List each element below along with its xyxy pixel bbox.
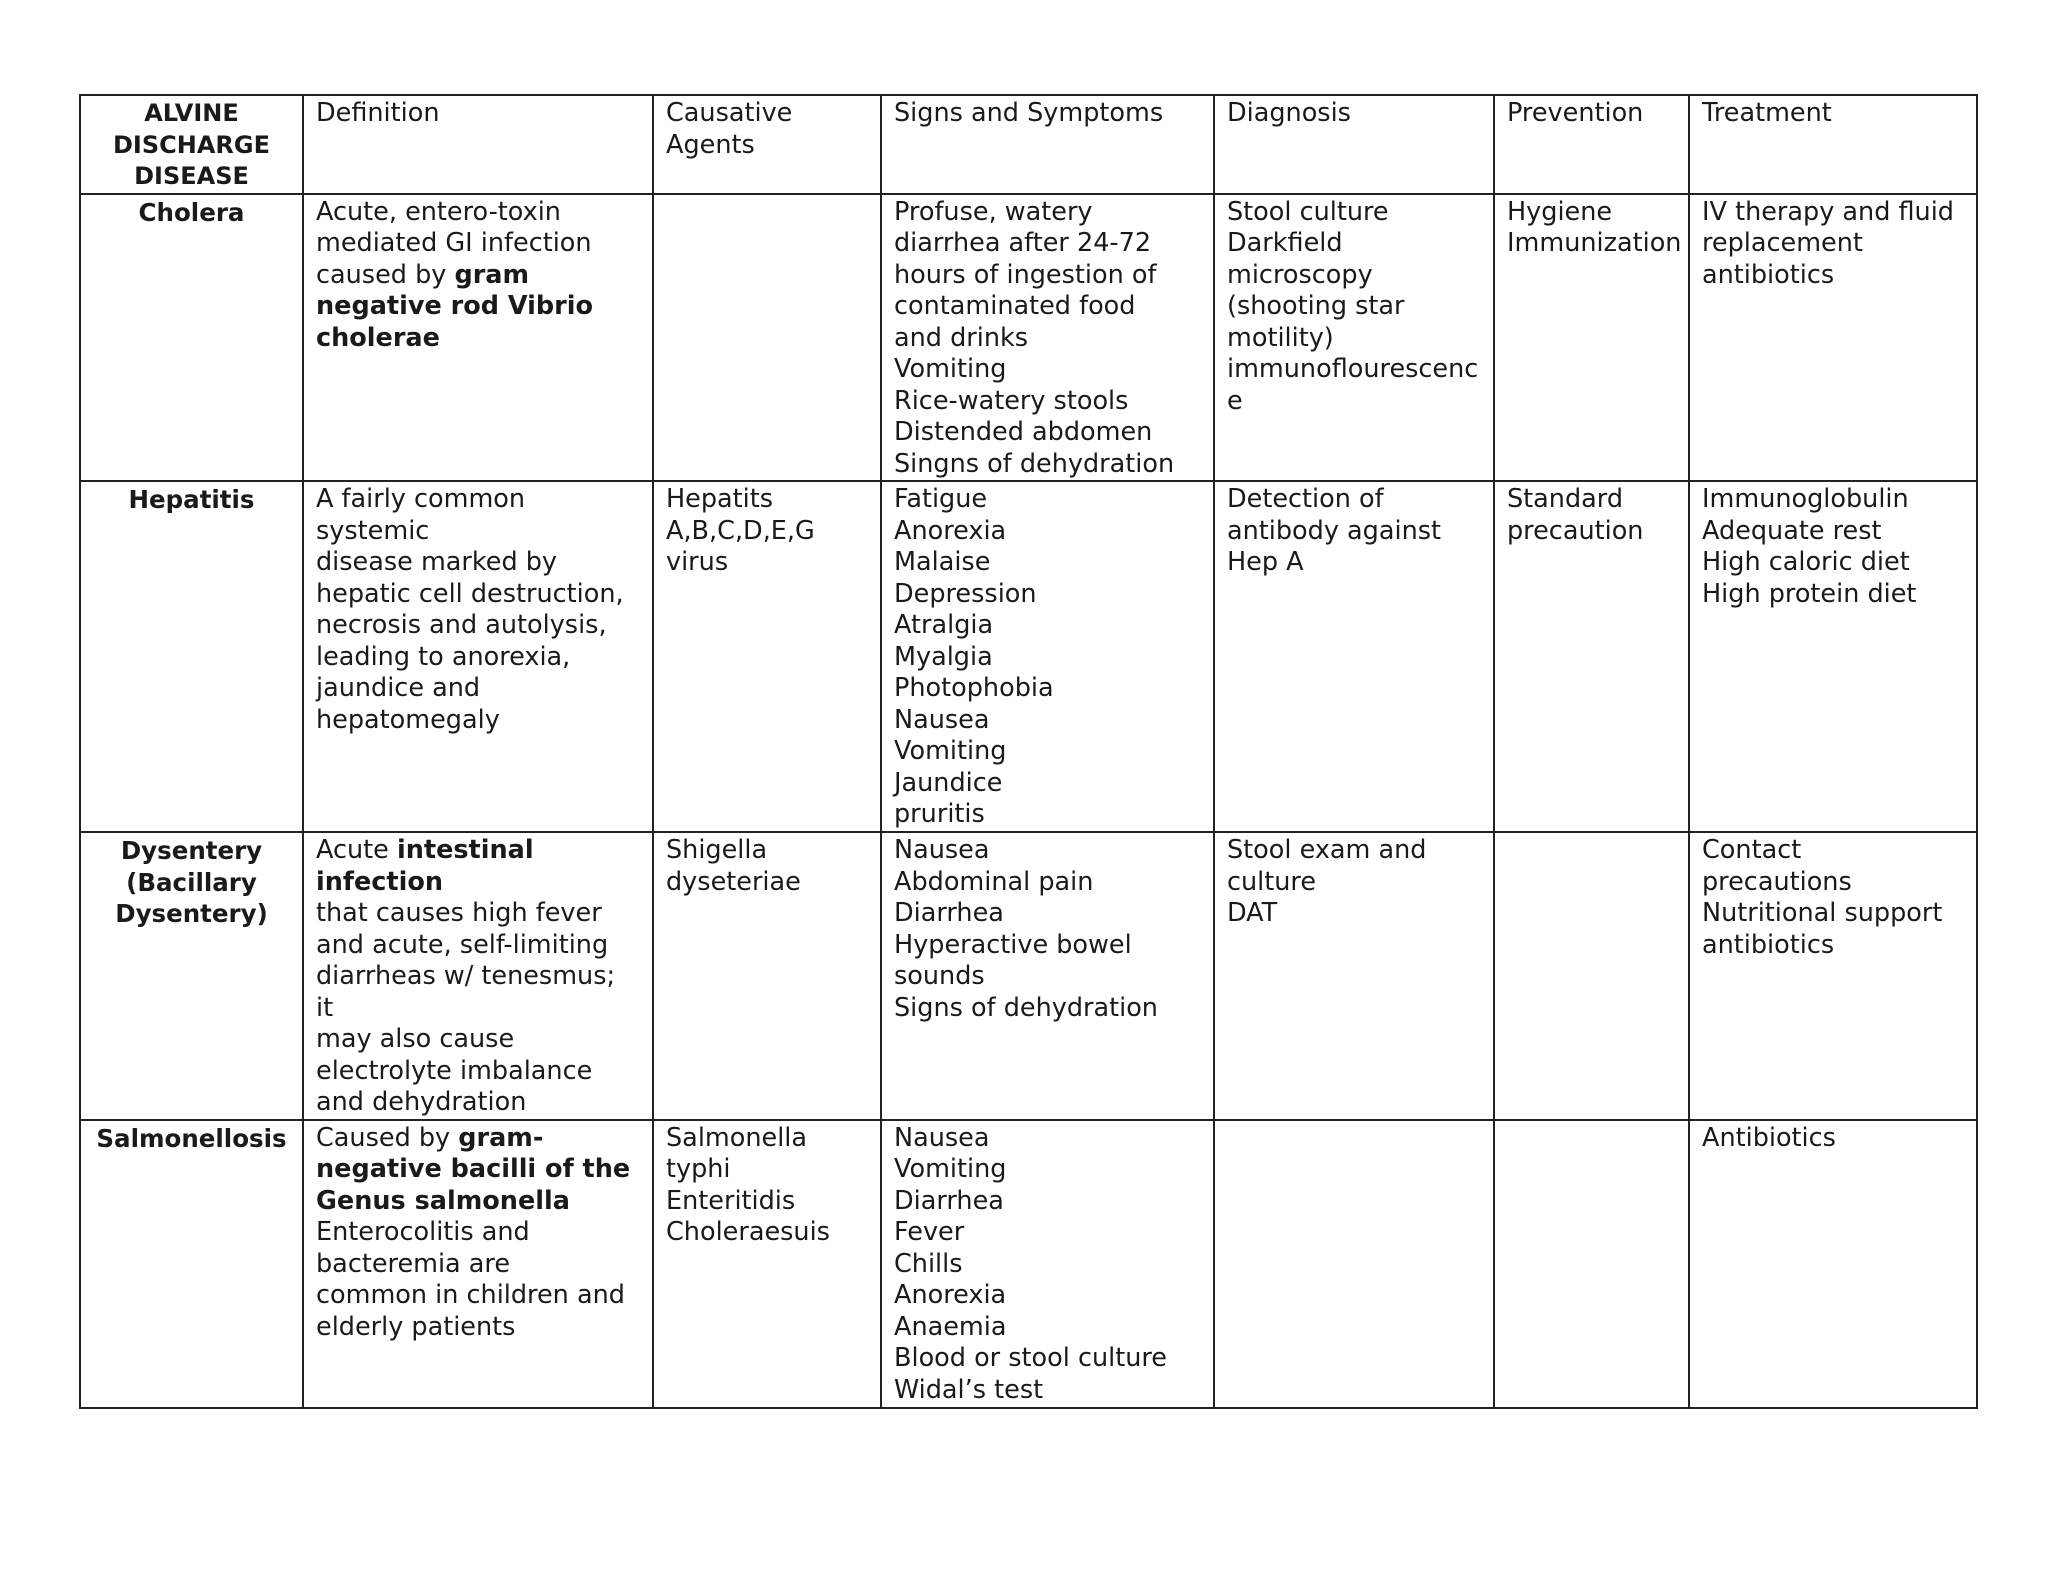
definition-line: hepatomegaly [316,704,500,735]
definition-line: common in children and [316,1280,625,1310]
treatment-line: Adequate rest [1702,515,1882,546]
definition-line [316,835,640,898]
diagnosis-line: Detection of [1227,484,1384,514]
treatment-line: antibiotics [1702,259,1835,290]
definition-line: mediated GI infection [316,228,592,258]
header-disease [80,95,303,194]
definition-line: bacteremia are [316,1248,511,1279]
signs-line: Fever [894,1217,965,1247]
header-causative-line: Causative [666,98,793,128]
diagnosis-line: Hep A [1227,547,1304,577]
diagnosis-line: microscopy [1227,259,1373,290]
disease-name-cell [80,481,303,832]
disease-name-cell [80,832,303,1120]
causative-line: Shigella [666,835,768,865]
prevention-line: precaution [1507,515,1644,546]
diagnosis-line: (shooting star [1227,291,1405,321]
definition-cell [303,1120,653,1408]
prevention-line: Hygiene [1507,196,1613,227]
signs-line: Hyperactive bowel [894,929,1132,960]
disease-name: Salmonellosis [96,1123,287,1153]
signs-line: sounds [894,961,985,991]
signs-line: Diarrhea [894,898,1004,928]
definition-bold-text: negative bacilli of the [316,1154,631,1184]
treatment-line: Nutritional support [1702,898,1943,928]
disease-name: Cholera [138,197,245,227]
causative-line: Salmonella [666,1122,807,1153]
diagnosis-line: DAT [1227,898,1278,928]
causative-line: dyseteriae [666,866,801,897]
signs-line: and drinks [894,322,1029,353]
definition-line: diarrheas w/ tenesmus; it [316,961,624,1023]
treatment-line: Contact [1702,835,1802,865]
header-prevention-label: Prevention [1507,98,1644,128]
signs-line: Atralgia [894,610,994,640]
diagnosis-cell [1214,1120,1494,1408]
signs-line: diarrhea after 24-72 [894,228,1152,258]
table-row-dysentery [80,832,1977,1120]
table-row-salmonellosis [80,1120,1977,1408]
signs-line: Signs of dehydration [894,992,1158,1023]
definition-line: Enterocolitis and [316,1217,530,1247]
prevention-cell [1494,1120,1689,1408]
treatment-cell [1689,1120,1977,1408]
definition-line: hepatic cell destruction, [316,578,624,609]
prevention-line: Standard [1507,484,1624,514]
header-signs-label: Signs and Symptoms [894,98,1164,128]
table-row-cholera [80,194,1977,482]
definition-line: Acute, entero-toxin [316,196,561,227]
signs-cell [881,832,1214,1120]
header-prevention [1494,95,1689,194]
definition-line: and acute, self-limiting [316,929,609,960]
header-disease-line: DISEASE [134,162,249,190]
causative-line: typhi [666,1154,731,1184]
causative-cell [653,194,881,482]
definition-cell [303,832,653,1120]
diagnosis-line: Stool exam and [1227,835,1427,865]
definition-text: Acute [316,835,397,865]
definition-line: and dehydration [316,1087,527,1117]
disease-name: Dysentery [120,836,263,865]
diagnosis-line: immunoflourescenc [1227,354,1479,384]
disease-name-cell [80,194,303,482]
definition-bold-text: gram- [458,1122,544,1153]
signs-line: Anorexia [894,1280,1007,1310]
treatment-cell [1689,194,1977,482]
signs-line: Depression [894,578,1037,609]
treatment-line: IV therapy and fluid [1702,196,1954,227]
signs-line: Myalgia [894,641,993,672]
disease-name: Dysentery) [115,899,268,928]
signs-cell [881,1120,1214,1408]
definition-line [316,1123,640,1155]
signs-line: Anorexia [894,515,1007,546]
definition-line: A fairly common systemic [316,484,534,546]
definition-line: disease marked by [316,547,558,577]
diagnosis-line: Darkfield [1227,228,1343,258]
signs-line: Rice-watery stools [894,385,1129,416]
disease-name-cell [80,1120,303,1408]
diagnosis-line: motility) [1227,322,1334,353]
definition-line: may also cause [316,1024,515,1054]
diagnosis-line: culture [1227,866,1317,897]
treatment-cell [1689,481,1977,832]
causative-line: A,B,C,D,E,G [666,515,815,546]
diagnosis-cell [1214,481,1494,832]
signs-line: Vomiting [894,354,1007,384]
definition-line: electrolyte imbalance [316,1055,593,1086]
signs-line: Chills [894,1248,963,1279]
causative-line: Choleraesuis [666,1217,830,1247]
header-disease-line: ALVINE [144,99,239,127]
definition-line: necrosis and autolysis, [316,610,607,640]
diagnosis-line: e [1227,385,1243,416]
treatment-cell [1689,832,1977,1120]
header-causative-line: Agents [666,129,755,160]
disease-name: (Bacillary [126,867,257,897]
treatment-line: Antibiotics [1702,1122,1836,1153]
definition-line: that causes high fever [316,898,602,928]
signs-line: Anaemia [894,1311,1007,1342]
signs-line: Jaundice [894,767,1003,798]
definition-bold-text: intestinal infection [316,835,543,897]
signs-line: Widal’s test [894,1374,1044,1405]
treatment-line: replacement [1702,228,1863,258]
signs-line: Distended abdomen [894,417,1153,447]
signs-line: Abdominal pain [894,866,1094,897]
header-treatment-label: Treatment [1702,98,1832,128]
disease-name: Hepatitis [128,485,255,514]
definition-line: jaundice and [316,673,481,703]
definition-cell [303,481,653,832]
signs-line: Nausea [894,1122,990,1153]
diagnosis-cell [1214,194,1494,482]
header-diagnosis [1214,95,1494,194]
prevention-cell [1494,194,1689,482]
signs-line: hours of ingestion of [894,259,1157,290]
causative-cell [653,832,881,1120]
prevention-cell [1494,481,1689,832]
signs-line: Nausea [894,835,990,865]
prevention-line: Immunization [1507,228,1682,258]
causative-line: Enteritidis [666,1185,796,1216]
table-header-row [80,95,1977,194]
header-causative-agents [653,95,881,194]
signs-line: Diarrhea [894,1185,1004,1216]
prevention-cell [1494,832,1689,1120]
diagnosis-cell [1214,832,1494,1120]
header-disease-line: DISCHARGE [113,130,270,159]
signs-line: Fatigue [894,484,988,514]
diagnosis-line: antibody against [1227,515,1442,546]
definition-line: elderly patients [316,1311,516,1342]
treatment-line: precautions [1702,866,1852,897]
definition-cell [303,194,653,482]
signs-line: Singns of dehydration [894,448,1175,479]
signs-line: contaminated food [894,291,1136,321]
header-definition-label: Definition [316,98,440,128]
definition-bold-text: gram [454,259,530,290]
diagnosis-line: Stool culture [1227,196,1389,227]
causative-cell [653,1120,881,1408]
causative-line: virus [666,547,729,577]
treatment-line: High protein diet [1702,578,1917,609]
header-signs-symptoms [881,95,1214,194]
causative-line: Hepatits [666,484,774,514]
definition-text: Caused by [316,1122,459,1153]
signs-line: Photophobia [894,673,1054,703]
signs-line: Vomiting [894,1154,1007,1184]
definition-bold-text: negative rod Vibrio [316,291,593,321]
definition-bold-text: Genus salmonella [316,1185,570,1216]
header-diagnosis-label: Diagnosis [1227,98,1351,128]
signs-line: Profuse, watery [894,196,1093,227]
causative-cell [653,481,881,832]
table-row-hepatitis [80,481,1977,832]
signs-line: pruritis [894,799,985,829]
definition-line [316,260,640,292]
definition-bold-text: cholerae [316,322,440,353]
alvine-discharge-disease-table [79,94,1978,1409]
definition-text: caused by [316,259,455,290]
header-treatment [1689,95,1977,194]
treatment-line: antibiotics [1702,929,1835,960]
definition-line: leading to anorexia, [316,641,571,672]
signs-line: Vomiting [894,736,1007,766]
signs-cell [881,194,1214,482]
treatment-line: Immunoglobulin [1702,484,1909,514]
signs-line: Blood or stool culture [894,1343,1167,1373]
signs-line: Nausea [894,704,990,735]
signs-cell [881,481,1214,832]
header-definition [303,95,653,194]
treatment-line: High caloric diet [1702,547,1910,577]
signs-line: Malaise [894,547,991,577]
